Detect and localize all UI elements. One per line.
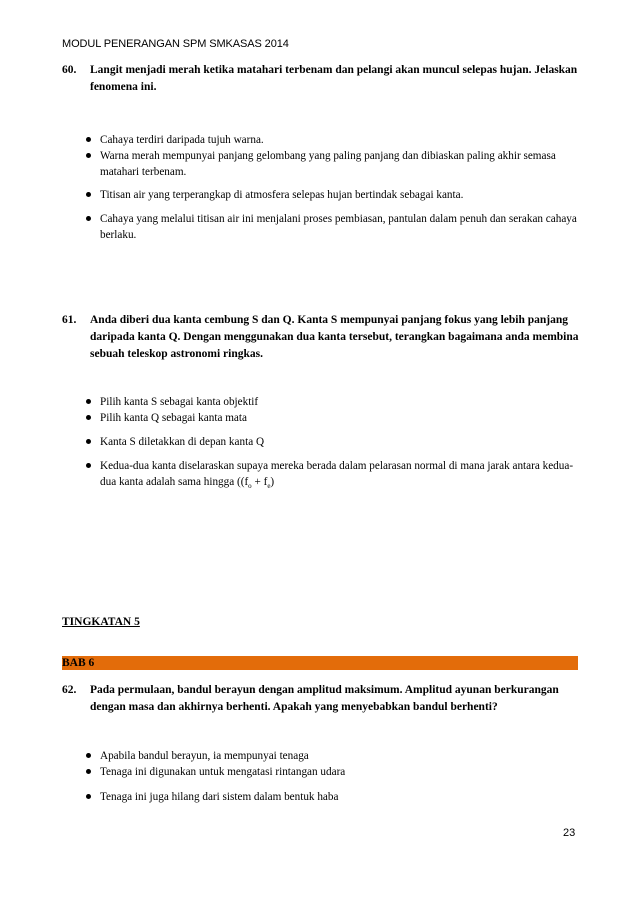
answer-bullet: Pilih kanta Q sebagai kanta mata [100, 410, 582, 426]
answer-bullet: Cahaya terdiri daripada tujuh warna. [100, 132, 582, 148]
answer-bullet: Titisan air yang terperangkap di atmosfera selepas hujan bertindak sebagai kanta. [100, 187, 582, 203]
answer-bullet [100, 458, 582, 494]
answer-bullet-text: + f [251, 476, 268, 488]
question-text-60: Langit menjadi merah ketika matahari terbenam dan pelangi akan muncul selepas hujan. Jelaskan fenomena ini. [90, 64, 578, 93]
answer-bullet: Pilih kanta S sebagai kanta objektif [100, 394, 582, 410]
bab-label: BAB 6 [62, 657, 95, 669]
answer-bullet-text: ) [270, 476, 275, 488]
question-text-62: Pada permulaan, bandul berayun dengan amplitud maksimum. Amplitud ayunan berkurangan dengan masa dan akhirnya berhenti. Apakah yang menyebabkan bandul berhenti? [90, 684, 559, 713]
answer-bullet: Cahaya yang melalui titisan air ini menjalani proses pembiasan, pantulan dalam penuh dan serakan cahaya berlaku. [100, 211, 582, 243]
answer-bullet-text: Kedua-dua kanta diselaraskan supaya mereka berada dalam pelarasan normal di mana jarak antara kedua-dua kanta adalah sama hingga ((f [100, 460, 574, 488]
answer-bullet: Tenaga ini juga hilang dari sistem dalam bentuk haba [100, 789, 582, 805]
subscript-e: e [267, 482, 271, 491]
question-number-62: 62. [62, 684, 77, 696]
answer-bullet: Warna merah mempunyai panjang gelombang yang paling panjang dan dibiaskan paling akhir semasa matahari terbenam. [100, 148, 582, 180]
question-number-60: 60. [62, 64, 77, 76]
subscript-o: o [248, 482, 252, 491]
answer-bullet: Apabila bandul berayun, ia mempunyai tenaga [100, 748, 582, 764]
section-title: TINGKATAN 5 [62, 616, 140, 628]
page-header: MODUL PENERANGAN SPM SMKASAS 2014 [62, 38, 289, 50]
question-number-61: 61. [62, 314, 77, 326]
answer-bullet: Tenaga ini digunakan untuk mengatasi rintangan udara [100, 764, 582, 780]
answer-bullet: Kanta S diletakkan di depan kanta Q [100, 434, 582, 450]
bab-banner [62, 656, 578, 670]
question-text-61: Anda diberi dua kanta cembung S dan Q. Kanta S mempunyai panjang fokus yang lebih panjang daripada kanta Q. Dengan menggunakan dua kanta tersebut, terangkan bagaimana anda membina sebuah teleskop astronomi ringkas. [90, 314, 579, 360]
page-number: 23 [563, 827, 576, 839]
